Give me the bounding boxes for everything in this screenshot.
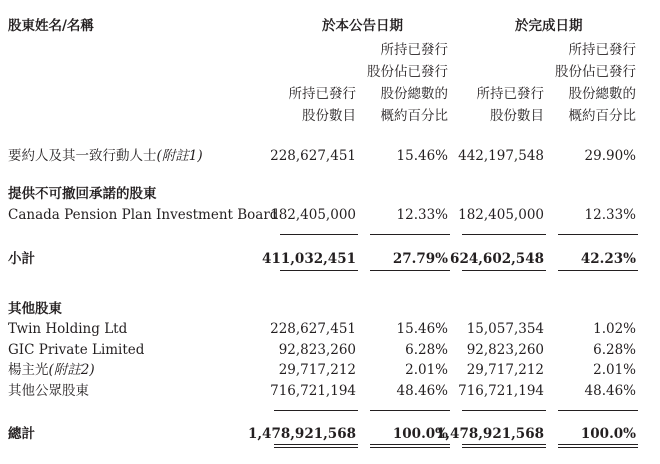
shares-header-1-line2: 股份數目 (302, 108, 356, 124)
shares-header-2-line2: 股份數目 (490, 108, 544, 124)
subtotal-rule-1 (280, 234, 358, 235)
section-irrevocable-header: 提供不可撤回承諾的股東 (8, 186, 157, 202)
pct-header-2-line2: 股份佔已發行 (555, 64, 636, 80)
total-rule-4 (558, 410, 638, 411)
subtotal-shares-1: 411,032,451 (262, 251, 356, 267)
total-double-rule-4 (558, 444, 638, 448)
subtotal-label: 小計 (8, 251, 35, 267)
subtotal-shares-2: 624,602,548 (450, 251, 544, 267)
row-public-shares-2: 716,721,194 (458, 383, 544, 399)
subtotal-rule-2 (370, 234, 450, 235)
row-yang-pct-1: 2.01% (405, 362, 448, 378)
row-twin-shares-1: 228,627,451 (270, 321, 356, 337)
pct-header-2-line3: 股份總數的 (568, 86, 636, 102)
row-yang-pct-2: 2.01% (593, 362, 636, 378)
row-cppib-pct-1: 12.33% (396, 207, 448, 223)
row-offeror-label: 要約人及其一致行動人士 (8, 148, 157, 164)
total-rule-1 (274, 410, 358, 411)
row-gic-shares-1: 92,823,260 (278, 342, 356, 358)
name-column-header: 股東姓名/名稱 (8, 18, 94, 34)
subtotal-underline-2 (370, 270, 450, 271)
shares-header-1-line1: 所持已發行 (288, 86, 356, 102)
total-rule-3 (462, 410, 546, 411)
row-public-pct-1: 48.46% (396, 383, 448, 399)
row-twin-pct-1: 15.46% (396, 321, 448, 337)
row-twin-name: Twin Holding Ltd (8, 321, 128, 337)
row-gic-pct-1: 6.28% (405, 342, 448, 358)
pct-header-1-line2: 股份佔已發行 (367, 64, 448, 80)
total-rule-2 (370, 410, 450, 411)
row-cppib-shares-1: 182,405,000 (270, 207, 356, 223)
row-offeror-shares-1: 228,627,451 (270, 148, 356, 164)
pct-header-2-line1: 所持已發行 (568, 42, 636, 58)
row-gic-pct-2: 6.28% (593, 342, 636, 358)
total-shares-2: 1,478,921,568 (435, 426, 544, 442)
row-offeror-pct-1: 15.46% (396, 148, 448, 164)
row-cppib-shares-2: 182,405,000 (458, 207, 544, 223)
total-shares-1: 1,478,921,568 (247, 426, 356, 442)
row-cppib-name: Canada Pension Plan Investment Board (8, 207, 279, 223)
row-yang-shares-1: 29,717,212 (278, 362, 356, 378)
group-header-completion-date: 於完成日期 (515, 18, 583, 34)
total-pct-1: 100.0% (392, 426, 448, 442)
row-twin-pct-2: 1.02% (593, 321, 636, 337)
subtotal-underline-1 (280, 270, 358, 271)
row-offeror-note: (附註1) (156, 148, 203, 164)
pct-header-1-line1: 所持已發行 (380, 42, 448, 58)
row-offeror-shares-2: 442,197,548 (458, 148, 544, 164)
row-gic-name: GIC Private Limited (8, 342, 145, 358)
row-yang-label: 楊主光 (8, 362, 49, 378)
section-other-header: 其他股東 (8, 301, 62, 317)
total-double-rule-1 (274, 444, 358, 448)
pct-header-1-line4: 概約百分比 (380, 108, 448, 124)
subtotal-underline-4 (558, 270, 638, 271)
pct-header-1-line3: 股份總數的 (380, 86, 448, 102)
row-yang-shares-2: 29,717,212 (466, 362, 544, 378)
subtotal-rule-4 (558, 234, 638, 235)
row-public-name: 其他公眾股東 (8, 383, 89, 399)
row-offeror-name (8, 148, 203, 164)
row-public-shares-1: 716,721,194 (270, 383, 356, 399)
total-label: 總計 (8, 426, 35, 442)
shares-header-2-line1: 所持已發行 (476, 86, 544, 102)
row-yang-note: (附註2) (48, 362, 95, 378)
row-offeror-pct-2: 29.90% (584, 148, 636, 164)
subtotal-pct-2: 42.23% (580, 251, 636, 267)
row-twin-shares-2: 15,057,354 (466, 321, 544, 337)
total-double-rule-3 (462, 444, 546, 448)
row-public-pct-2: 48.46% (584, 383, 636, 399)
subtotal-underline-3 (462, 270, 546, 271)
subtotal-rule-3 (462, 234, 546, 235)
row-cppib-pct-2: 12.33% (584, 207, 636, 223)
subtotal-pct-1: 27.79% (392, 251, 448, 267)
row-yang-name (8, 362, 95, 378)
group-header-announcement-date: 於本公告日期 (322, 18, 403, 34)
row-gic-shares-2: 92,823,260 (466, 342, 544, 358)
pct-header-2-line4: 概約百分比 (568, 108, 636, 124)
total-double-rule-2 (370, 444, 450, 448)
total-pct-2: 100.0% (580, 426, 636, 442)
